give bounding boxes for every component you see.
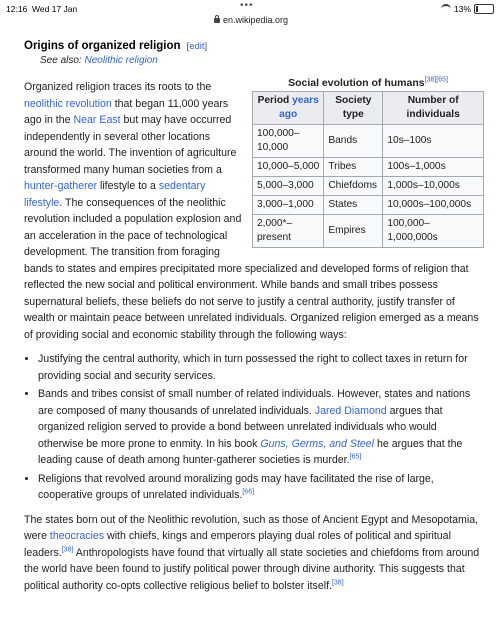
battery-percent: 13% <box>453 4 471 14</box>
see-also-label: See also: <box>40 55 85 66</box>
cell-period: 100,000–10,000 <box>253 125 324 158</box>
header-society: Society type <box>324 92 383 125</box>
header-number: Number of individuals <box>383 92 484 125</box>
cell-number: 100s–1,000s <box>383 158 484 177</box>
p1-text-e: . The consequences of the neolithic revolution included a population explosion and an acceleration in the pace of technological development. The transition from foraging bands to states and empires precipitated more specialized and developed forms of religion that reflected the new social and political environment. While bands and small tribes possess supernatural beliefs, these beliefs do not serve to justify a central authority, justify transfer of wealth or maintain peace between unrelated individuals. Organized religion emerged as a means of providing social and economic stability through the following ways: <box>24 196 479 341</box>
multitask-dots-icon[interactable]: ••• <box>240 0 254 11</box>
sedentary-lifestyle-link[interactable]: sedentary lifestyle <box>24 180 206 209</box>
cell-number: 1,000s–10,000s <box>383 177 484 196</box>
table-row <box>253 177 484 196</box>
citation-38[interactable]: [38] <box>61 545 74 553</box>
jared-diamond-link[interactable]: Jared Diamond <box>314 404 387 417</box>
table-caption-text: Social evolution of humans <box>288 77 425 89</box>
status-date: Wed 17 Jan <box>32 4 78 14</box>
edit-bracket-close: ] <box>204 41 208 52</box>
table-row <box>253 125 484 158</box>
cell-period: 5,000–3,000 <box>253 177 324 196</box>
list-item <box>38 351 484 384</box>
cell-number: 10s–100s <box>383 125 484 158</box>
bullet-3-text: Religions that revolved around moralizing gods may have facilitated the rise of large, cooperative groups of unrelated individuals. <box>38 472 434 501</box>
table-row <box>253 158 484 177</box>
lock-icon <box>214 18 220 23</box>
citation-66[interactable]: [66] <box>242 488 255 496</box>
table-header-row <box>253 92 484 125</box>
list-item <box>38 471 484 504</box>
header-period <box>253 92 324 125</box>
guns-germs-steel-link[interactable]: Guns, Germs, and Steel <box>260 437 375 450</box>
cell-period: 3,000–1,000 <box>253 196 324 215</box>
years-ago-link[interactable]: years ago <box>279 95 319 120</box>
p1-text-d: lifestyle to a <box>97 180 159 192</box>
article-body <box>24 76 484 594</box>
citation-65[interactable]: [65] <box>349 453 362 461</box>
cell-society: Chiefdoms <box>324 177 383 196</box>
hunter-gatherer-link[interactable]: hunter-gatherer <box>24 180 98 192</box>
cell-society: Bands <box>324 125 383 158</box>
edit-section <box>187 41 208 52</box>
cell-society: States <box>324 196 383 215</box>
article-section <box>24 34 484 592</box>
p2-text-c: Anthropologists have found that virtually all state societies and chiefdoms from around the world have been found to justify political power through divine authority. This suggests that political authority co-opts collective religious belief to bolster itself. <box>24 546 480 592</box>
battery-level <box>476 6 478 12</box>
theocracy-paragraph <box>24 512 484 595</box>
table-row <box>253 215 484 248</box>
table-caption <box>252 77 484 89</box>
cell-number: 10,000s–100,000s <box>383 196 484 215</box>
cell-period: 10,000–5,000 <box>253 158 324 177</box>
near-east-link[interactable]: Near East <box>73 114 121 126</box>
list-item <box>38 386 484 469</box>
p1-text-b: that began 11,000 years ago in the <box>24 97 229 126</box>
social-evolution-table <box>252 91 484 248</box>
bullet-2-text-b: argues that organized religion served to provide a bond between unrelated individuals who would otherwise be more prone to enmity. In his book <box>38 404 443 450</box>
social-evolution-table-box <box>252 77 484 248</box>
wifi-icon <box>441 4 451 14</box>
table-row <box>253 196 484 215</box>
citation-38[interactable]: [38] <box>331 578 344 586</box>
status-indicators <box>441 4 494 14</box>
status-bar <box>0 0 502 30</box>
status-time-date <box>6 4 77 14</box>
p1-text-a: Organized religion traces its roots to the <box>24 81 212 93</box>
bullet-2-text-a: Bands and tribes consist of small number of related individuals. However, states and nations are composed of many thousands of unrelated individuals. <box>38 388 471 417</box>
section-title: Origins of organized religion <box>24 40 181 52</box>
url-text: en.wikipedia.org <box>222 15 289 25</box>
cell-society: Tribes <box>324 158 383 177</box>
address-bar[interactable] <box>0 15 502 25</box>
p2-text-a: The states born out of the Neolithic revolution, such as those of Ancient Egypt and Mesopotamia, were <box>24 513 479 542</box>
edit-bracket-open: [ <box>186 41 190 52</box>
p2-text-b: with chiefs, kings and emperors playing dual roles of political and spiritual leaders. <box>24 530 451 559</box>
cell-society: Empires <box>324 215 383 248</box>
stability-ways-list <box>24 351 484 504</box>
see-also-link[interactable]: Neolithic religion <box>84 55 158 66</box>
edit-link[interactable]: edit <box>189 41 205 52</box>
bullet-2-text-c: he argues that the leading cause of death among hunter-gatherer societies is murder. <box>38 437 463 466</box>
battery-icon <box>474 4 494 14</box>
neolithic-revolution-link[interactable]: neolithic revolution <box>24 97 112 110</box>
cell-number: 100,000–1,000,000s <box>383 215 484 248</box>
caption-citation[interactable]: [38][65] <box>424 76 448 84</box>
p1-text-c: but may have occurred independently in several other locations around the world. The invention of agriculture transformed many human societies from a <box>24 114 237 176</box>
see-also-hatnote <box>40 55 484 66</box>
status-time: 12:16 <box>6 4 28 14</box>
bullet-1-text: Justifying the central authority, which in turn possessed the right to collect taxes in return for providing social and security services. <box>38 353 468 382</box>
section-heading <box>24 40 484 52</box>
header-period-text: Period <box>257 95 293 106</box>
cell-period: 2,000*–present <box>253 215 324 248</box>
theocracies-link[interactable]: theocracies <box>49 530 105 542</box>
